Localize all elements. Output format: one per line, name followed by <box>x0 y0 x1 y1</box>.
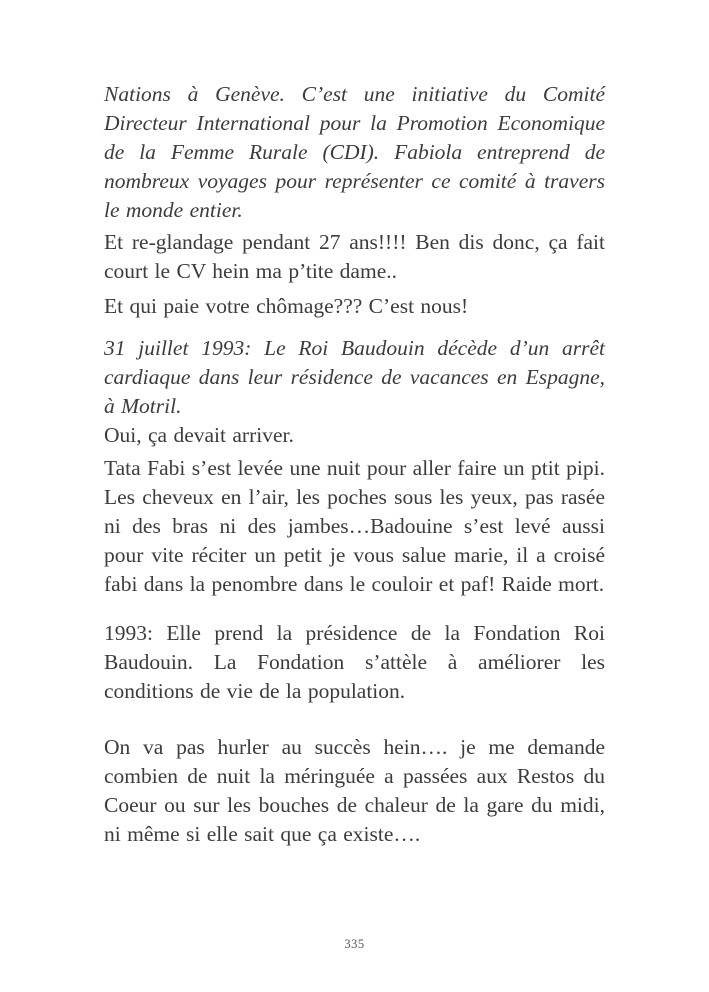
paragraph-quote-31-juillet-1993: 31 juillet 1993: Le Roi Baudouin décède d’un arrêt cardiaque dans leur résidence de vacances en Espagne, à Motril. <box>104 336 605 418</box>
paragraph-commentary-restos-du-coeur: On va pas hurler au succès hein…. je me demande combien de nuit la méringuée a passées aux Restos du Coeur ou sur les bouches de chaleur de la gare du midi, ni même si elle sait que ça existe…. <box>104 735 605 846</box>
paragraph-commentary-chomage: Et qui paie votre chômage??? C’est nous! <box>104 294 469 318</box>
page-number: 335 <box>344 937 365 951</box>
paragraph-quote-fabiola-voyages: Nations à Genève. C’est une initiative du Comité Directeur International pour la Promotion Economique de la Femme Rurale (CDI). Fabiola entreprend de nombreux voyages pour représenter ce comité à travers le monde entier. <box>104 82 605 222</box>
paragraph-1993-fondation: 1993: Elle prend la présidence de la Fondation Roi Baudouin. La Fondation s’attèle à améliorer les conditions de vie de la population. <box>104 621 605 703</box>
paragraph-commentary-oui: Oui, ça devait arriver. <box>104 423 294 447</box>
paragraph-commentary-reglandage: Et re-glandage pendant 27 ans!!!! Ben dis donc, ça fait court le CV hein ma p’tite dame.. <box>104 230 605 283</box>
page-body-text <box>104 80 605 849</box>
paragraph-commentary-tata-fabi: Tata Fabi s’est levée une nuit pour aller faire un ptit pipi. Les cheveux en l’air, les poches sous les yeux, pas rasée ni des bras ni des jambes…Badouine s’est levé aussi pour vite réciter un petit je vous salue marie, il a croisé fabi dans la penombre dans le couloir et paf! Raide mort. <box>104 456 605 596</box>
page-footer <box>0 935 709 953</box>
